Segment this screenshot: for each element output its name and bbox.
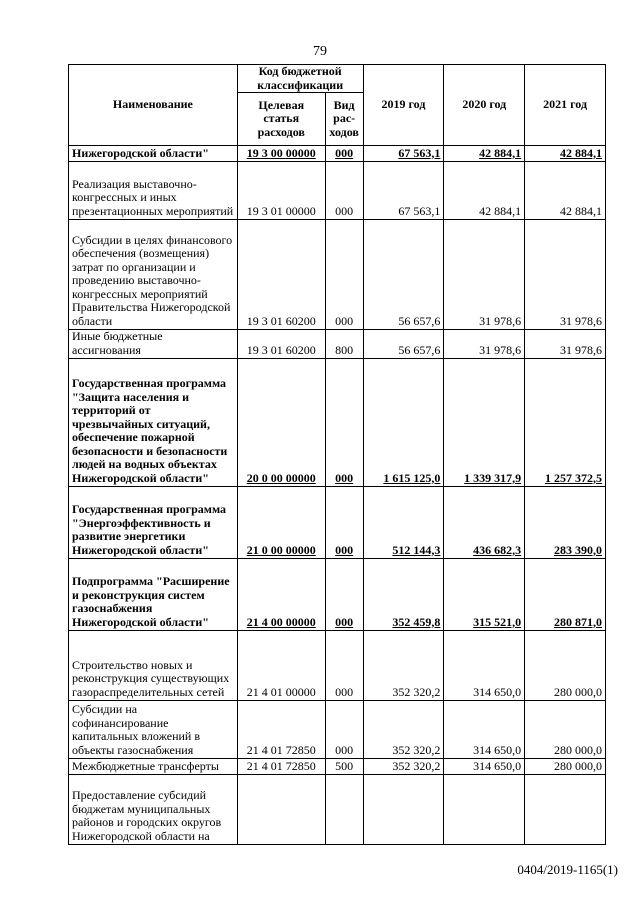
- header-year-2021: 2021 год: [525, 65, 606, 146]
- row-target-article: 19 3 01 00000: [237, 162, 325, 220]
- row-target-article: [237, 775, 325, 845]
- row-expense-type: 500: [325, 759, 363, 775]
- row-expense-type: 000: [325, 487, 363, 559]
- row-value-2021: 1 257 372,5: [525, 359, 606, 487]
- row-name: Субсидии в целях финансового обеспечения (возмещения) затрат по организации и проведению выставочно-конгрессных мероприятий Правительства Нижегородской области: [69, 220, 238, 330]
- row-target-article: 19 3 01 60200: [237, 220, 325, 330]
- row-expense-type: 000: [325, 359, 363, 487]
- table-row: [69, 146, 606, 162]
- header-year-2020: 2020 год: [444, 65, 525, 146]
- row-name: Государственная программа "Энергоэффективность и развитие энергетики Нижегородской области": [69, 487, 238, 559]
- row-value-2020: 436 682,3: [444, 487, 525, 559]
- row-expense-type: 000: [325, 162, 363, 220]
- table-row: [69, 701, 606, 759]
- table-row: [69, 487, 606, 559]
- header-year-2019: 2019 год: [363, 65, 444, 146]
- row-target-article: 19 3 01 60200: [237, 330, 325, 359]
- row-value-2021: 42 884,1: [525, 162, 606, 220]
- row-value-2019: 56 657,6: [363, 220, 444, 330]
- header-name: Наименование: [69, 65, 238, 146]
- table-row: [69, 162, 606, 220]
- row-target-article: 21 4 01 00000: [237, 631, 325, 701]
- row-name: Субсидии на софинансирование капитальных вложений в объекты газоснабжения: [69, 701, 238, 759]
- row-value-2020: 314 650,0: [444, 701, 525, 759]
- row-value-2019: 56 657,6: [363, 330, 444, 359]
- row-value-2021: [525, 775, 606, 845]
- row-value-2021: 283 390,0: [525, 487, 606, 559]
- row-value-2019: 352 320,2: [363, 701, 444, 759]
- row-target-article: 20 0 00 00000: [237, 359, 325, 487]
- row-expense-type: [325, 775, 363, 845]
- row-name: Нижегородской области": [69, 146, 238, 162]
- row-value-2019: 1 615 125,0: [363, 359, 444, 487]
- header-budget-code: Код бюджетной классификации: [237, 65, 363, 93]
- row-value-2019: 67 563,1: [363, 146, 444, 162]
- row-value-2021: 31 978,6: [525, 220, 606, 330]
- row-value-2021: 280 000,0: [525, 701, 606, 759]
- row-name: Реализация выставочно-конгрессных и иных презентационных мероприятий: [69, 162, 238, 220]
- row-value-2020: 314 650,0: [444, 759, 525, 775]
- table-header: [69, 65, 606, 146]
- row-name: Подпрограмма "Расширение и реконструкция систем газоснабжения Нижегородской области": [69, 559, 238, 631]
- row-target-article: 21 4 01 72850: [237, 701, 325, 759]
- row-expense-type: 000: [325, 220, 363, 330]
- row-name: Строительство новых и реконструкция существующих газораспределительных сетей: [69, 631, 238, 701]
- table-row: [69, 775, 606, 845]
- row-expense-type: 000: [325, 701, 363, 759]
- table-row: [69, 759, 606, 775]
- row-expense-type: 000: [325, 631, 363, 701]
- row-name: Межбюджетные трансферты: [69, 759, 238, 775]
- document-code: 0404/2019-1165(1): [517, 862, 618, 877]
- row-value-2019: [363, 775, 444, 845]
- table-row: [69, 220, 606, 330]
- row-value-2019: 352 459,8: [363, 559, 444, 631]
- row-target-article: 21 4 00 00000: [237, 559, 325, 631]
- row-expense-type: 800: [325, 330, 363, 359]
- table-body: [69, 146, 606, 845]
- table-row: [69, 330, 606, 359]
- row-target-article: 21 4 01 72850: [237, 759, 325, 775]
- row-name: Государственная программа "Защита населения и территорий от чрезвычайных ситуаций, обеспечение пожарной безопасности и безопасности людей на водных объектах Нижегородской области": [69, 359, 238, 487]
- page-number: 79: [313, 44, 327, 59]
- table-row: [69, 359, 606, 487]
- row-value-2020: 1 339 317,9: [444, 359, 525, 487]
- row-value-2020: 31 978,6: [444, 330, 525, 359]
- header-target-article: Целевая статья расходов: [237, 93, 325, 146]
- row-value-2019: 352 320,2: [363, 759, 444, 775]
- row-value-2019: 512 144,3: [363, 487, 444, 559]
- budget-table: [68, 64, 606, 845]
- row-expense-type: 000: [325, 559, 363, 631]
- row-value-2021: 280 000,0: [525, 631, 606, 701]
- row-value-2021: 31 978,6: [525, 330, 606, 359]
- table-row: [69, 631, 606, 701]
- row-target-article: 21 0 00 00000: [237, 487, 325, 559]
- header-expense-type: Вид рас-ходов: [325, 93, 363, 146]
- row-value-2020: 42 884,1: [444, 162, 525, 220]
- row-value-2021: 42 884,1: [525, 146, 606, 162]
- row-value-2021: 280 871,0: [525, 559, 606, 631]
- table-row: [69, 559, 606, 631]
- row-value-2021: 280 000,0: [525, 759, 606, 775]
- row-value-2020: 31 978,6: [444, 220, 525, 330]
- row-target-article: 19 3 00 00000: [237, 146, 325, 162]
- row-value-2020: 314 650,0: [444, 631, 525, 701]
- row-value-2020: 42 884,1: [444, 146, 525, 162]
- row-value-2019: 352 320,2: [363, 631, 444, 701]
- row-value-2020: [444, 775, 525, 845]
- row-name: Предоставление субсидий бюджетам муниципальных районов и городских округов Нижегородской области на: [69, 775, 238, 845]
- row-expense-type: 000: [325, 146, 363, 162]
- row-value-2020: 315 521,0: [444, 559, 525, 631]
- row-value-2019: 67 563,1: [363, 162, 444, 220]
- row-name: Иные бюджетные ассигнования: [69, 330, 238, 359]
